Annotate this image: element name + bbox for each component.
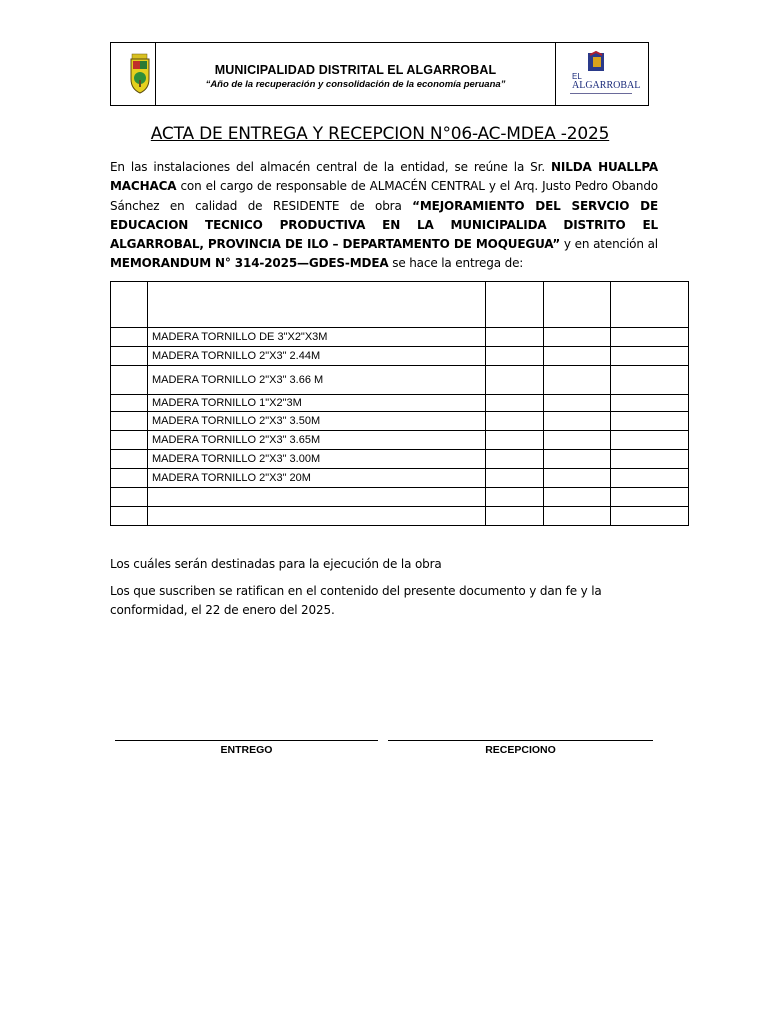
table-cell bbox=[486, 395, 544, 412]
table-cell bbox=[486, 328, 544, 347]
table-cell bbox=[486, 450, 544, 469]
year-motto: “Año de la recuperación y consolidación de la economía peruana” bbox=[205, 79, 506, 90]
item-description: MADERA TORNILLO 2"X3" 3.50M bbox=[147, 412, 485, 431]
item-description: MADERA TORNILLO 2"X3" 2.44M bbox=[147, 347, 485, 366]
header-cell bbox=[111, 282, 148, 328]
table-cell bbox=[611, 395, 689, 412]
item-description: MADERA TORNILLO DE 3"X2"X3M bbox=[147, 328, 485, 347]
item-description bbox=[147, 488, 485, 507]
table-cell bbox=[544, 431, 611, 450]
table-cell bbox=[544, 366, 611, 395]
document-title: ACTA DE ENTREGA Y RECEPCION N°06-AC-MDEA -2025 bbox=[150, 124, 610, 144]
table-row bbox=[111, 328, 689, 347]
table-cell bbox=[544, 328, 611, 347]
table-cell bbox=[486, 366, 544, 395]
destination-paragraph: Los cuáles serán destinadas para la ejecución de la obra bbox=[110, 557, 442, 571]
table-cell bbox=[544, 488, 611, 507]
table-cell bbox=[486, 507, 544, 526]
table-row bbox=[111, 507, 689, 526]
table-cell bbox=[544, 450, 611, 469]
intro-text-3: y en atención al bbox=[560, 237, 658, 252]
header-left-cell bbox=[111, 43, 156, 105]
district-crest-icon bbox=[111, 43, 155, 105]
table-cell bbox=[111, 507, 148, 526]
table-cell bbox=[611, 507, 689, 526]
table-header-row bbox=[111, 282, 689, 328]
signature-line-entrego bbox=[115, 740, 378, 741]
item-description: MADERA TORNILLO 2"X3" 20M bbox=[147, 469, 485, 488]
table-cell bbox=[611, 488, 689, 507]
ratification-paragraph: Los que suscriben se ratifican en el contenido del presente documento y dan fe y la conformidad, el 22 de enero del 2025. bbox=[110, 584, 602, 617]
table-cell bbox=[611, 469, 689, 488]
project-name: “MEJORAMIENTO DEL SERVCIO DE EDUCACION TECNICO PRODUCTIVA EN LA MUNICIPALIDA DISTRITO EL ALGARROBAL, PROVINCIA DE ILO – DEPARTAMENTO DE MOQUEGUA” bbox=[110, 198, 658, 252]
table-row bbox=[111, 431, 689, 450]
table-cell bbox=[544, 507, 611, 526]
table-cell bbox=[486, 469, 544, 488]
table-cell bbox=[111, 395, 148, 412]
table-cell bbox=[486, 431, 544, 450]
table-cell bbox=[544, 347, 611, 366]
table-row bbox=[111, 395, 689, 412]
table-cell bbox=[111, 328, 148, 347]
table-row bbox=[111, 347, 689, 366]
signature-label-recepciono: RECEPCIONO bbox=[485, 744, 556, 756]
table-cell bbox=[486, 347, 544, 366]
header-title-cell bbox=[156, 43, 555, 105]
table-row bbox=[111, 469, 689, 488]
intro-text-1: En las instalaciones del almacén central de la entidad, se reúne la Sr. bbox=[110, 160, 552, 174]
table-cell bbox=[111, 431, 148, 450]
document-header bbox=[110, 42, 649, 106]
table-row bbox=[111, 488, 689, 507]
table-cell bbox=[111, 347, 148, 366]
header-cell bbox=[486, 282, 544, 328]
signature-label-entrego: ENTREGO bbox=[220, 744, 273, 756]
items-table bbox=[110, 281, 689, 526]
table-cell bbox=[111, 450, 148, 469]
intro-text-2: con el cargo de responsable de ALMACÉN CENTRAL y el Arq. Justo Pedro Obando Sánchez en calidad de RESIDENTE de obra bbox=[110, 179, 658, 213]
table-cell bbox=[611, 450, 689, 469]
table-cell bbox=[611, 366, 689, 395]
table-cell bbox=[486, 412, 544, 431]
header-cell bbox=[147, 282, 485, 328]
item-description: MADERA TORNILLO 2"X3" 3.66 M bbox=[147, 366, 485, 395]
intro-text-4: se hace la entrega de: bbox=[388, 256, 524, 271]
table-cell bbox=[544, 395, 611, 412]
table-cell bbox=[544, 412, 611, 431]
item-description: MADERA TORNILLO 2"X3" 3.00M bbox=[147, 450, 485, 469]
responsible-name: NILDA HUALLPA MACHACA bbox=[110, 160, 659, 194]
table-cell bbox=[111, 366, 148, 395]
table-cell bbox=[611, 412, 689, 431]
header-right-cell bbox=[555, 43, 648, 105]
item-description bbox=[147, 507, 485, 526]
item-description: MADERA TORNILLO 2"X3" 3.65M bbox=[147, 431, 485, 450]
table-cell bbox=[611, 328, 689, 347]
memorandum-ref: MEMORANDUM N° 314-2025—GDES-MDEA bbox=[110, 256, 389, 271]
signature-line-recepciono bbox=[388, 740, 653, 741]
table-cell bbox=[486, 488, 544, 507]
table-cell bbox=[611, 431, 689, 450]
table-row bbox=[111, 450, 689, 469]
header-cell bbox=[611, 282, 689, 328]
organization-name: MUNICIPALIDAD DISTRITAL EL ALGARROBAL bbox=[214, 63, 497, 77]
table-cell bbox=[544, 469, 611, 488]
table-cell bbox=[611, 347, 689, 366]
intro-paragraph bbox=[110, 158, 658, 274]
item-description: MADERA TORNILLO 1"X2"3M bbox=[147, 395, 485, 412]
svg-text:EL: EL bbox=[572, 72, 582, 81]
table-cell bbox=[111, 412, 148, 431]
svg-text:ALGARROBAL: ALGARROBAL bbox=[572, 80, 641, 91]
table-row bbox=[111, 366, 689, 395]
table-cell bbox=[111, 488, 148, 507]
header-cell bbox=[544, 282, 611, 328]
table-row bbox=[111, 412, 689, 431]
algarrobal-logo-icon bbox=[556, 43, 648, 105]
table-cell bbox=[111, 469, 148, 488]
